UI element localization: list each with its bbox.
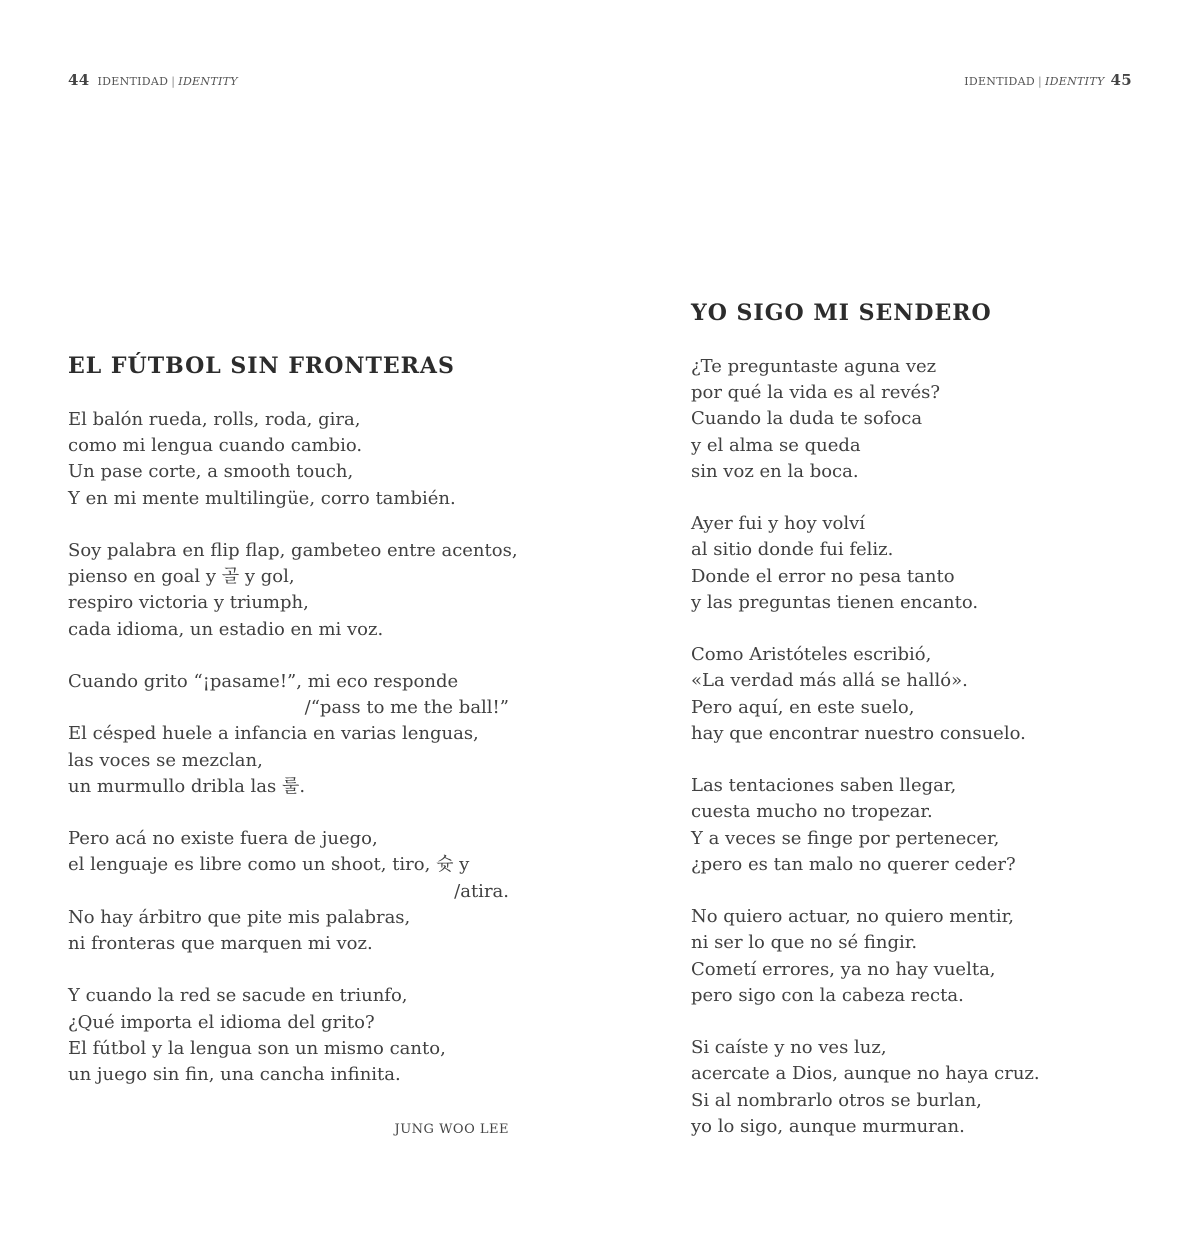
poem-line: Pero acá no existe fuera de juego, [68, 828, 378, 850]
poem-line: No hay árbitro que pite mis palabras, [68, 906, 411, 928]
poem-title: EL FÚTBOL SIN FRONTERAS [68, 353, 455, 379]
poem-line: sin voz en la boca. [691, 460, 859, 482]
poem-line: Pero aquí, en este suelo, [691, 696, 915, 718]
poem-line: «La verdad más allá se halló». [691, 670, 968, 692]
poem-line: El fútbol y la lengua son un mismo canto, [68, 1037, 446, 1059]
stanza [691, 904, 1131, 1009]
poem-line: Un pase corte, a smooth touch, [68, 461, 354, 483]
poem-line: El césped huele a infancia en varias lenguas, [68, 723, 479, 745]
poem-line: ¿Te preguntaste aguna vez [691, 356, 937, 377]
poem-line-continuation: /atira. [454, 880, 509, 902]
stanza [68, 826, 518, 957]
poem-line: Y cuando la red se sacude en triunfo, [68, 985, 408, 1007]
poem-body [691, 354, 1131, 1166]
running-head: IDENTIDAD [964, 75, 1035, 88]
poem-line: El balón rueda, rolls, roda, gira, [68, 409, 361, 430]
poem-line: Soy palabra en flip flap, gambeteo entre acentos, [68, 540, 518, 561]
running-head-en: IDENTITY [178, 75, 238, 88]
poem-line: Cometí errores, ya no hay vuelta, [691, 958, 996, 980]
page-number: 44 [68, 71, 90, 89]
running-header-left [68, 71, 238, 89]
running-head: IDENTIDAD [97, 75, 169, 88]
poem-line: ¿Qué importa el idioma del grito? [68, 1011, 375, 1033]
poem-line: ¿pero es tan malo no querer ceder? [691, 853, 1016, 875]
poem-line: cuesta mucho no tropezar. [691, 801, 933, 823]
poem-line-continuation: /“pass to me the ball!” [304, 697, 509, 719]
poem-line: un juego sin fin, una cancha infinita. [68, 1064, 401, 1086]
poem-line: cada idioma, un estadio en mi voz. [68, 618, 384, 640]
running-head-separator: | [171, 75, 176, 88]
poem-line: las voces se mezclan, [68, 749, 263, 771]
poem-line: Y en mi mente multilingüe, corro también. [68, 487, 456, 509]
poem-line: y el alma se queda [691, 434, 861, 456]
poem-line: hay que encontrar nuestro consuelo. [691, 722, 1026, 744]
page-number: 45 [1110, 71, 1132, 89]
stanza [691, 511, 1131, 616]
stanza [68, 983, 518, 1088]
poem-line: pienso en goal y 골 y gol, [68, 566, 295, 588]
poem-line: No quiero actuar, no quiero mentir, [691, 906, 1014, 928]
stanza [68, 669, 518, 800]
stanza [691, 773, 1131, 878]
running-head-en: IDENTITY [1045, 75, 1105, 88]
poem-line: Si al nombrarlo otros se burlan, [691, 1089, 982, 1111]
stanza [68, 538, 518, 643]
poem-line: Como Aristóteles escribió, [691, 644, 932, 666]
poem-line: Ayer fui y hoy volví [691, 513, 866, 535]
stanza [691, 354, 1131, 485]
running-header-right [964, 71, 1132, 89]
poem-line: por qué la vida es al revés? [691, 382, 941, 404]
running-head-separator: | [1038, 75, 1043, 88]
poem-author: JUNG WOO LEE [394, 1122, 509, 1137]
poem-line: Las tentaciones saben llegar, [691, 775, 957, 797]
poem-line: un murmullo dribla las 룰. [68, 775, 306, 797]
poem-line: Si caíste y no ves luz, [691, 1037, 887, 1059]
poem-line: acercate a Dios, aunque no haya cruz. [691, 1063, 1040, 1085]
poem-title: YO SIGO MI SENDERO [691, 300, 992, 326]
stanza [691, 1035, 1131, 1140]
poem-line: ni fronteras que marquen mi voz. [68, 933, 373, 955]
poem-line: Cuando la duda te sofoca [691, 408, 923, 430]
poem-line: el lenguaje es libre como un shoot, tiro, 슛 y [68, 854, 470, 876]
stanza [691, 642, 1131, 747]
poem-line: al sitio donde fui feliz. [691, 539, 894, 561]
poem-line: respiro victoria y triumph, [68, 592, 309, 614]
poem-line: Cuando grito “¡pasame!”, mi eco responde [68, 671, 459, 692]
poem-line: y las preguntas tienen encanto. [691, 591, 979, 613]
poem-line: pero sigo con la cabeza recta. [691, 984, 964, 1006]
poem-line: yo lo sigo, aunque murmuran. [691, 1115, 965, 1137]
poem-body [68, 407, 518, 1114]
poem-line: Y a veces se finge por pertenecer, [691, 827, 1000, 849]
poem-line: Donde el error no pesa tanto [691, 565, 955, 587]
stanza [68, 407, 518, 512]
poem-line: como mi lengua cuando cambio. [68, 435, 363, 457]
poem-line: ni ser lo que no sé fingir. [691, 932, 918, 954]
